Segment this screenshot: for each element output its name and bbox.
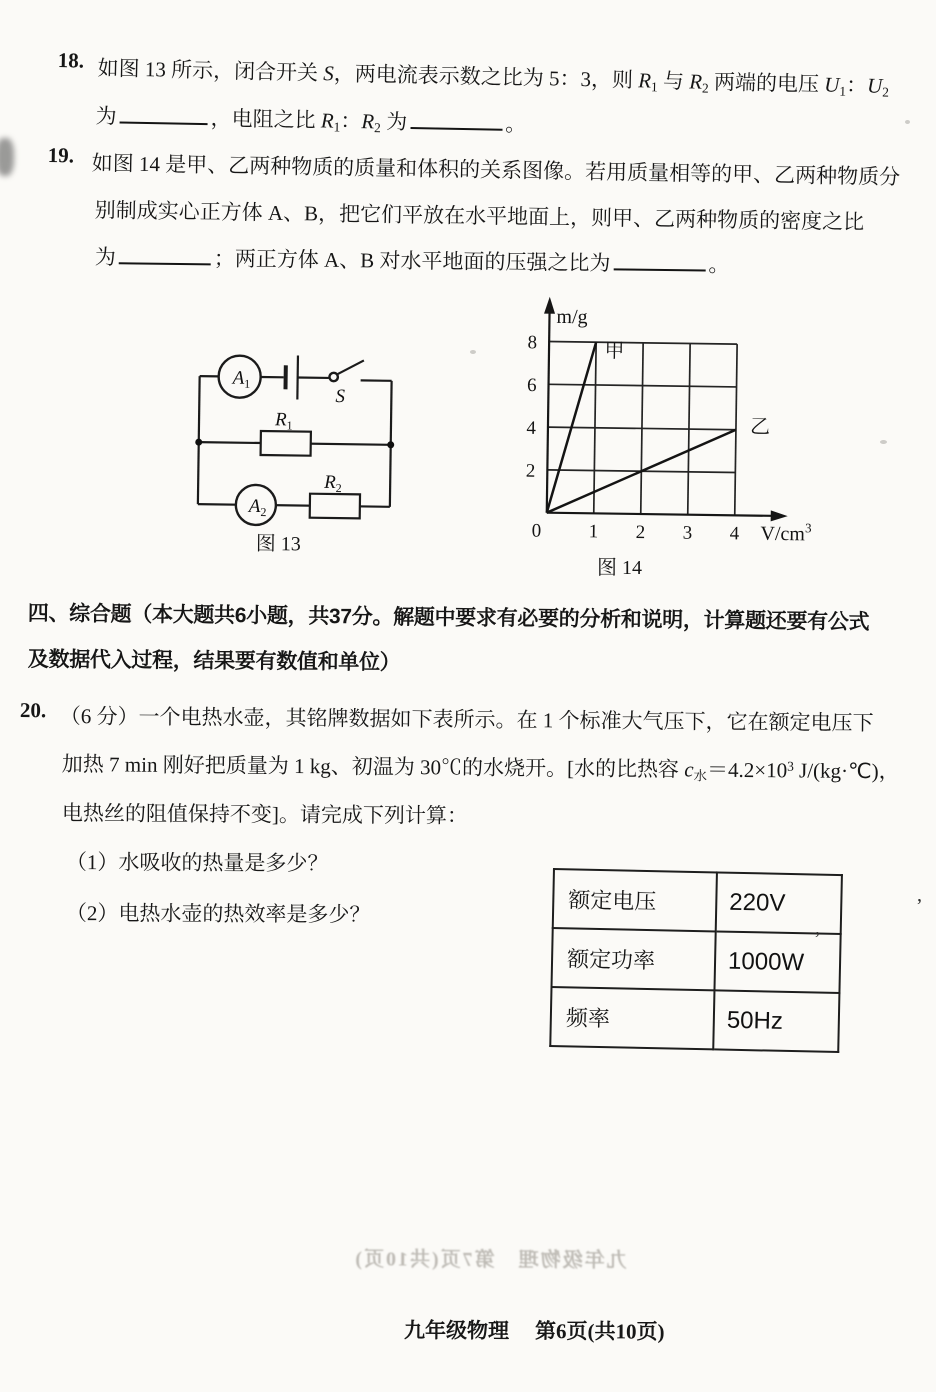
- answer-blank: [410, 109, 502, 131]
- resistor-r2-label: $R_2$: [324, 471, 342, 496]
- footer-page-number: 第6页(共10页): [534, 1319, 665, 1344]
- text-token: S: [323, 61, 335, 86]
- page-footer: [404, 1314, 665, 1345]
- series-label-甲: 甲: [604, 340, 625, 363]
- answer-blank: [119, 244, 211, 265]
- text-token: 与: [657, 68, 690, 94]
- x-tick-label: 4: [729, 523, 740, 545]
- nameplate-label: 额定电压: [553, 869, 717, 931]
- nameplate-label: 频率: [550, 987, 714, 1049]
- question-20-line-3: [62, 797, 468, 830]
- text-token: 2: [374, 120, 382, 136]
- text-token: ；两正方体 A、B 对水平地面的压强之比为: [213, 246, 611, 276]
- question-19-number: 19.: [47, 143, 75, 168]
- figure-13-circuit-diagram: [187, 352, 440, 540]
- x-tick-label: 3: [682, 522, 693, 544]
- text-token: 为: [380, 109, 408, 134]
- text-token: 电热丝的阻值保持不变]。请完成下列计算：: [61, 800, 468, 828]
- question-20-sub-2: （2）电热水壶的热效率是多少？: [65, 900, 371, 927]
- figure-14-mass-volume-chart: [494, 280, 828, 560]
- text-token: R: [689, 69, 703, 94]
- nameplate-label: 额定功率: [552, 928, 716, 990]
- resistor-r1-label: $R_1$: [274, 409, 293, 433]
- question-20-line-2: [62, 748, 900, 786]
- text-token: ，电阻之比: [210, 106, 322, 133]
- text-token: ：: [340, 108, 362, 134]
- nameplate-value: 50Hz: [713, 990, 839, 1052]
- text-token: 为: [94, 244, 116, 270]
- text-token: R: [320, 108, 334, 133]
- text-token: 水: [693, 768, 708, 784]
- text-token: 如图 13 所示，闭合开关: [97, 55, 324, 86]
- question-20-number: 20.: [19, 698, 47, 723]
- figure-13-caption: 图 13: [255, 532, 301, 556]
- y-tick-label: 4: [526, 417, 537, 439]
- y-axis-arrow: [544, 297, 555, 314]
- text-token: 1: [839, 83, 847, 99]
- y-axis-label: m/g: [556, 305, 588, 329]
- table-row: [553, 869, 842, 934]
- stray-mark: ’: [916, 895, 923, 917]
- x-tick-label: 1: [588, 521, 599, 543]
- text-token: U: [866, 73, 883, 98]
- text-token: 2: [701, 80, 709, 96]
- text-token: 。: [708, 252, 730, 277]
- question-19-line-1: [91, 147, 900, 191]
- x-tick-label: 2: [635, 521, 646, 544]
- kettle-nameplate-table: [549, 868, 843, 1053]
- stray-mark: ’: [814, 928, 821, 950]
- series-label-乙: 乙: [749, 416, 771, 439]
- switch-lever: [338, 360, 364, 374]
- text-token: U: [824, 72, 840, 97]
- switch-pivot: [329, 373, 338, 382]
- question-19-line-3: [95, 241, 730, 279]
- text-token: 1: [333, 119, 341, 135]
- question-18-line-2: [95, 100, 526, 139]
- x-axis: [547, 513, 780, 516]
- table-row: [552, 928, 841, 993]
- text-token: （6 分）一个电热水壶，其铭牌数据如下表所示。在 1 个标准大气压下，它在额定电压下: [59, 703, 874, 736]
- question-18-line-1: [97, 52, 889, 101]
- nameplate-value: 1000W: [714, 931, 840, 993]
- answer-blank: [120, 104, 208, 126]
- figure-14-caption: 图 14: [597, 557, 642, 579]
- scan-speck: [880, 440, 887, 444]
- question-19-line-2: [95, 194, 865, 236]
- section-4-heading-line-2: 及数据代入过程，结果要有数值和单位）: [27, 647, 401, 675]
- scan-speck: [905, 120, 910, 124]
- x-axis-label: $V/cm^3$: [760, 520, 812, 546]
- footer-course: 九年级物理: [403, 1318, 510, 1343]
- x-axis-arrow: [771, 510, 788, 521]
- x-tick-label: 0: [531, 520, 542, 542]
- answer-blank: [613, 250, 705, 271]
- text-token: 1: [650, 79, 658, 95]
- y-tick-label: 8: [527, 332, 538, 354]
- table-row: [550, 987, 839, 1052]
- text-token: 为: [95, 103, 117, 129]
- text-token: R: [637, 68, 652, 93]
- text-token: 2: [882, 84, 890, 100]
- junction-dot: [387, 441, 394, 448]
- resistor-r1: [261, 431, 311, 456]
- text-token: ：: [845, 72, 868, 98]
- section-4-heading-line-1: 四、综合题（本大题共6小题，共37分。解题中要求有必要的分析和说明，计算题还要有公式: [27, 601, 870, 634]
- question-20-sub-1: （1）水吸收的热量是多少？: [65, 849, 329, 876]
- nameplate-value: 220V: [716, 872, 842, 934]
- scan-smudge: [0, 138, 14, 176]
- question-20-line-1: [60, 700, 874, 737]
- text-token: 3: [787, 758, 794, 774]
- text-token: c: [684, 757, 694, 782]
- text-token: ，两电流表示数之比为 5：3，则: [333, 61, 639, 93]
- bleed-through-footer: 九年级物理 第7页(共10页): [353, 1248, 627, 1272]
- text-token: ＝4.2×10: [706, 757, 788, 783]
- text-token: J/(kg·℃)，: [793, 758, 900, 784]
- y-axis: [547, 305, 550, 513]
- y-tick-label: 6: [526, 375, 537, 397]
- ammeter-a1-label: $A_1$: [232, 367, 251, 391]
- question-18-number: 18.: [57, 48, 85, 73]
- text-token: 加热 7 min 刚好把质量为 1 kg、初温为 30℃的水烧开。[水的比热容: [61, 751, 685, 782]
- text-token: 别制成实心正方体 A、B，把它们平放在水平地面上，则甲、乙两种物质的密度之比: [94, 197, 865, 235]
- scan-speck: [470, 350, 476, 354]
- y-tick-label: 2: [525, 460, 536, 482]
- ammeter-a2-label: $A_2$: [248, 495, 267, 520]
- text-token: 两端的电压: [708, 69, 825, 97]
- text-token: 。: [504, 111, 527, 137]
- junction-dot: [195, 439, 202, 446]
- switch-label: S: [335, 386, 346, 408]
- text-token: 如图 14 是甲、乙两种物质的质量和体积的关系图像。若用质量相等的甲、乙两种物质分: [91, 150, 901, 190]
- text-token: R: [361, 109, 375, 134]
- resistor-r2: [310, 494, 360, 519]
